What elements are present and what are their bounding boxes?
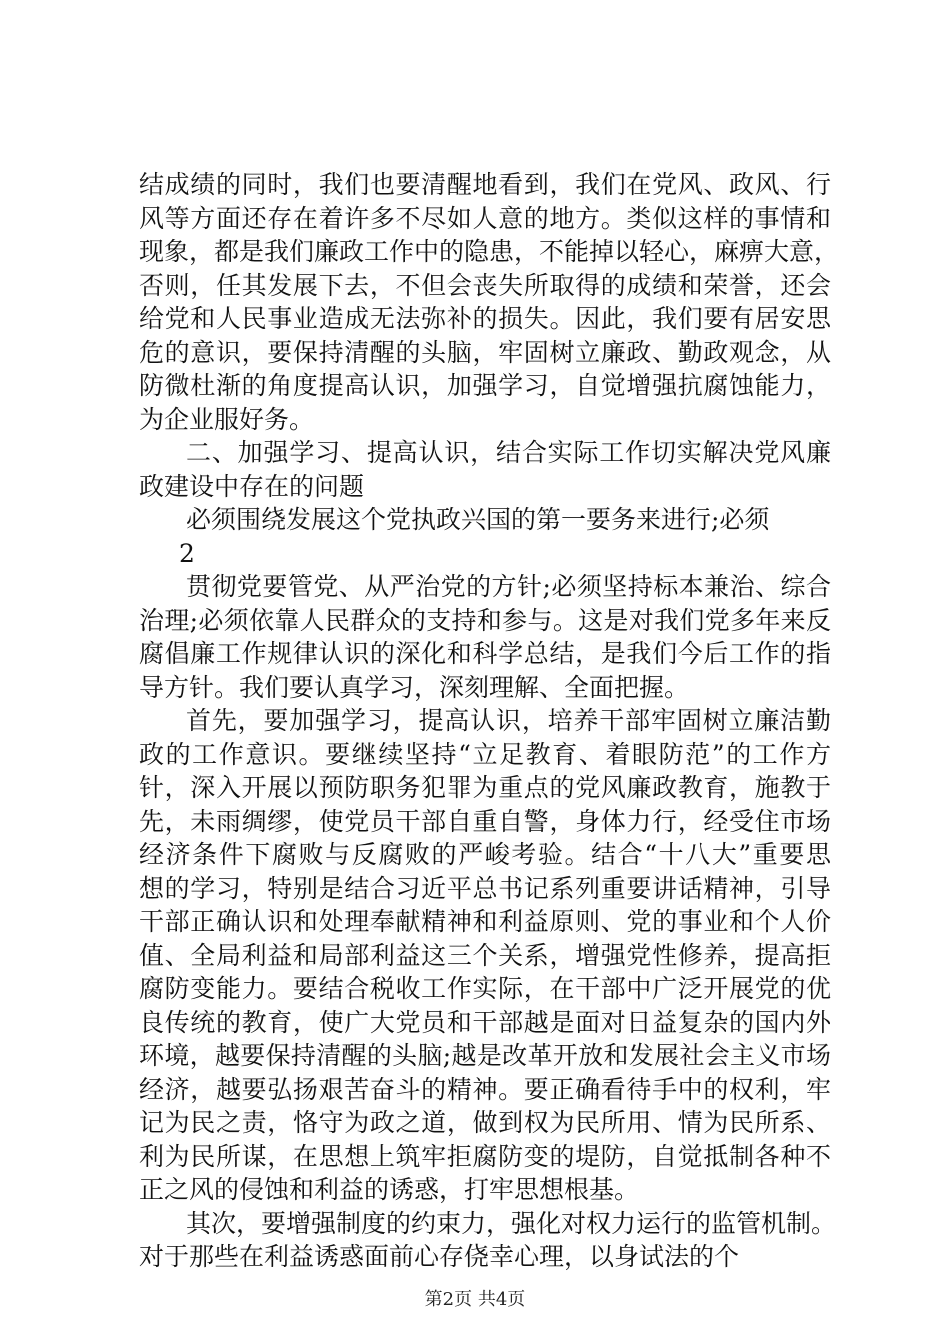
text-line: 贯彻党要管党、从严治党的方针;必须坚持标本兼治、综合 (186, 572, 831, 601)
section-heading: 二、加强学习、提高认识，结合实际工作切实解决党风廉 (186, 438, 831, 467)
text-line: 经济，越要弘扬艰苦奋斗的精神。要正确看待手中的权利，牢 (139, 1074, 831, 1104)
text-line: 利为民所谋，在思想上筑牢拒腐防变的堤防，自觉抵制各种不 (139, 1141, 831, 1171)
text-line: 干部正确认识和处理奉献精神和利益原则、党的事业和个人价 (139, 907, 831, 936)
text-line: 政的工作意识。要继续坚持“立足教育、着眼防范”的工作方 (139, 739, 831, 769)
text-line: 其次，要增强制度的约束力，强化对权力运行的监管机制。 (186, 1208, 837, 1238)
text-line: 正之风的侵蚀和利益的诱惑，打牢思想根基。 (139, 1175, 640, 1204)
text-line: 记为民之责，恪守为政之道，做到权为民所用、情为民所系、 (139, 1108, 831, 1137)
text-line: 环境，越要保持清醒的头脑;越是改革开放和发展社会主义市场 (139, 1041, 831, 1070)
text-line: 防微杜渐的角度提高认识，加强学习，自觉增强抗腐蚀能力， (139, 371, 831, 400)
page-footer: 第2页 共4页 (424, 1289, 526, 1310)
text-line: 给党和人民事业造成无法弥补的损失。因此，我们要有居安思 (139, 304, 831, 333)
text-line: 现象，都是我们廉政工作中的隐患，不能掉以轻心，麻痹大意， (139, 237, 840, 266)
text-line: 危的意识，要保持清醒的头脑，牢固树立廉政、勤政观念，从 (139, 337, 831, 367)
text-line: 首先，要加强学习，提高认识，培养干部牢固树立廉洁勤 (186, 706, 831, 735)
text-line: 良传统的教育，使广大党员和干部越是面对日益复杂的国内外 (139, 1007, 831, 1037)
text-line: 值、全局利益和局部利益这三个关系，增强党性修养，提高拒 (139, 940, 831, 970)
text-line: 腐倡廉工作规律认识的深化和科学总结，是我们今后工作的指 (139, 639, 831, 668)
text-line: 治理;必须依靠人民群众的支持和参与。这是对我们党多年来反 (139, 605, 831, 635)
text-line: 针，深入开展以预防职务犯罪为重点的党风廉政教育，施教于 (139, 773, 831, 802)
text-line: 否则，任其发展下去，不但会丧失所取得的成绩和荣誉，还会 (139, 270, 831, 300)
text-line: 对于那些在利益诱惑面前心存侥幸心理，以身试法的个 (139, 1242, 740, 1271)
text-line: 导方针。我们要认真学习，深刻理解、全面把握。 (139, 672, 690, 702)
text-line: 想的学习，特别是结合习近平总书记系列重要讲话精神，引导 (139, 873, 831, 903)
section-heading: 政建设中存在的问题 (139, 471, 365, 501)
text-line: 风等方面还存在着许多不尽如人意的地方。类似这样的事情和 (139, 203, 831, 233)
text-line: 为企业服好务。 (139, 404, 315, 434)
text-line: 经济条件下腐败与反腐败的严峻考验。结合“十八大”重要思 (139, 840, 831, 869)
text-line: 先，未雨绸缪，使党员干部自重自警，身体力行，经受住市场 (139, 806, 831, 836)
text-line: 结成绩的同时，我们也要清醒地看到，我们在党风、政风、行 (139, 170, 831, 199)
text-line: 腐防变能力。要结合税收工作实际，在干部中广泛开展党的优 (139, 974, 831, 1003)
text-line: 必须围绕发展这个党执政兴国的第一要务来进行;必须 (186, 505, 770, 534)
body-text (139, 168, 840, 1274)
inline-page-number: 2 (179, 538, 195, 568)
